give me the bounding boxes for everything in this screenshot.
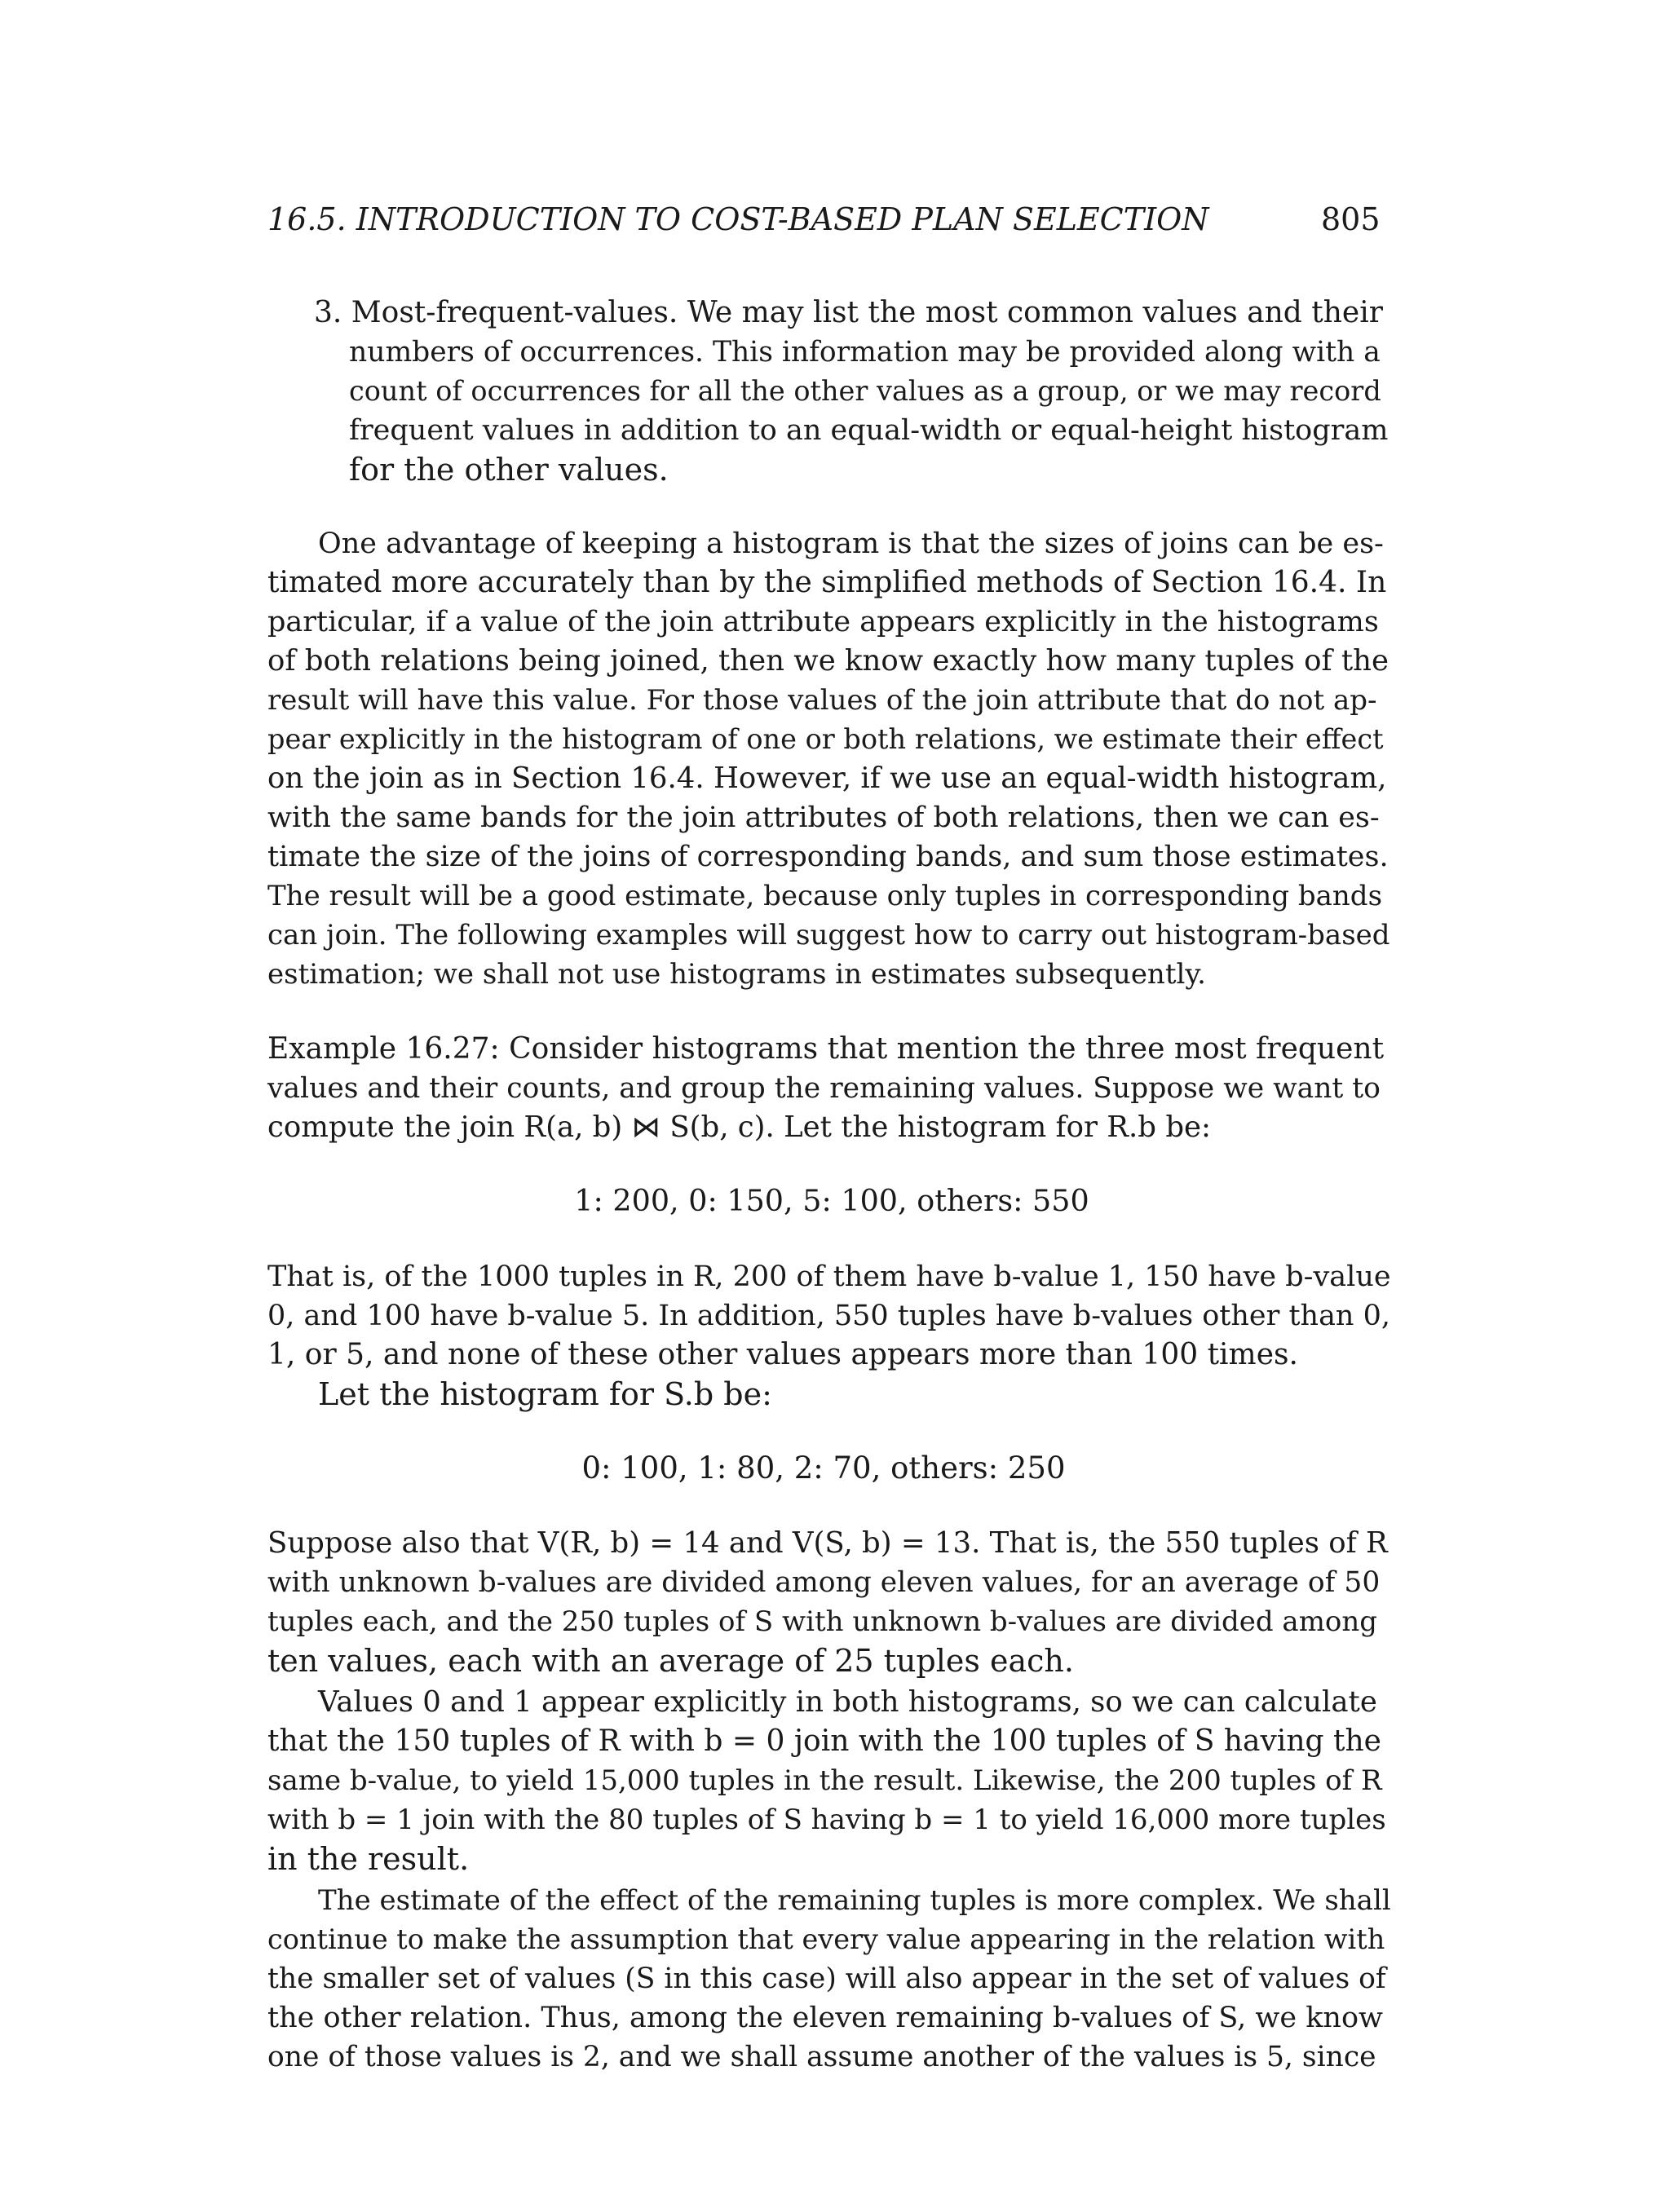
text-line: Example 16.27: Consider histograms that mention the three most frequent — [267, 1032, 1385, 1066]
text-line: the other relation. Thus, among the eleven remaining b-values of S, we know — [267, 2002, 1383, 2034]
text-line: The result will be a good estimate, because only tuples in corresponding bands — [267, 880, 1383, 912]
text-line: compute the join R(a, b) ⋈ S(b, c). Let the histogram for R.b be: — [267, 1110, 1212, 1144]
text-line: with unknown b-values are divided among eleven values, for an average of 50 — [267, 1566, 1381, 1599]
text-line: Let the histogram for S.b be: — [318, 1376, 772, 1412]
text-line: one of those values is 2, and we shall assume another of the values is 5, since — [267, 2041, 1376, 2073]
text-line: with b = 1 join with the 80 tuples of S having b = 1 to yield 16,000 more tuples — [267, 1804, 1386, 1836]
text-line: The estimate of the effect of the remaining tuples is more complex. We shall — [318, 1884, 1391, 1917]
text-line: 0, and 100 have b-value 5. In addition, 550 tuples have b-values other than 0, — [267, 1300, 1390, 1332]
text-line: the smaller set of values (S in this case) will also appear in the set of values of — [267, 1963, 1386, 1995]
text-line: can join. The following examples will suggest how to carry out histogram-based — [267, 919, 1390, 951]
text-line: Values 0 and 1 appear explicitly in both histograms, so we can calculate — [318, 1685, 1377, 1719]
text-line: 1, or 5, and none of these other values appears more than 100 times. — [267, 1338, 1298, 1371]
text-line: numbers of occurrences. This information may be provided along with a — [349, 336, 1381, 369]
text-line: frequent values in addition to an equal-width or equal-height histogram — [349, 414, 1389, 447]
text-line: in the result. — [267, 1841, 470, 1877]
text-line: That is, of the 1000 tuples in R, 200 of them have b-value 1, 150 have b-value — [267, 1261, 1391, 1293]
text-line: tuples each, and the 250 tuples of S with unknown b-values are divided among — [267, 1605, 1378, 1638]
text-line: pear explicitly in the histogram of one or both relations, we estimate their effect — [267, 723, 1384, 755]
text-line: result will have this value. For those values of the join attribute that do not ap- — [267, 684, 1377, 717]
text-line: with the same bands for the join attributes of both relations, then we can es- — [267, 801, 1380, 834]
text-line: continue to make the assumption that every value appearing in the relation with — [267, 1923, 1385, 1955]
text-line: One advantage of keeping a histogram is that the sizes of joins can be es- — [318, 528, 1384, 560]
text-line: on the join as in Section 16.4. However, if we use an equal-width histogram, — [267, 762, 1387, 795]
text-line: timated more accurately than by the simplified methods of Section 16.4. In — [267, 566, 1387, 599]
running-header: 16.5. INTRODUCTION TO COST-BASED PLAN SELECTION — [267, 201, 1209, 237]
text-line: of both relations being joined, then we know exactly how many tuples of the — [267, 644, 1389, 678]
text-line: values and their counts, and group the remaining values. Suppose we want to — [267, 1072, 1381, 1105]
text-line: that the 150 tuples of R with b = 0 join with the 100 tuples of S having the — [267, 1724, 1381, 1758]
text-line: Suppose also that V(R, b) = 14 and V(S, b) = 13. That is, the 550 tuples of R — [267, 1526, 1388, 1560]
page-number: 805 — [1321, 201, 1381, 237]
text-line: timate the size of the joins of corresponding bands, and sum those estimates. — [267, 841, 1389, 873]
text-line: particular, if a value of the join attribute appears explicitly in the histograms — [267, 606, 1379, 638]
histogram-r-b: 1: 200, 0: 150, 5: 100, others: 550 — [574, 1183, 1089, 1218]
text-line: same b-value, to yield 15,000 tuples in the result. Likewise, the 200 tuples of R — [267, 1764, 1382, 1797]
text-line: count of occurrences for all the other values as a group, or we may record — [349, 375, 1381, 407]
text-line: ten values, each with an average of 25 tuples each. — [267, 1643, 1074, 1679]
histogram-s-b: 0: 100, 1: 80, 2: 70, others: 250 — [581, 1450, 1066, 1486]
text-line: for the other values. — [349, 452, 669, 488]
text-line: estimation; we shall not use histograms in estimates subsequently. — [267, 958, 1206, 991]
text-line: 3. Most-frequent-values. We may list the most common values and their — [314, 296, 1383, 329]
